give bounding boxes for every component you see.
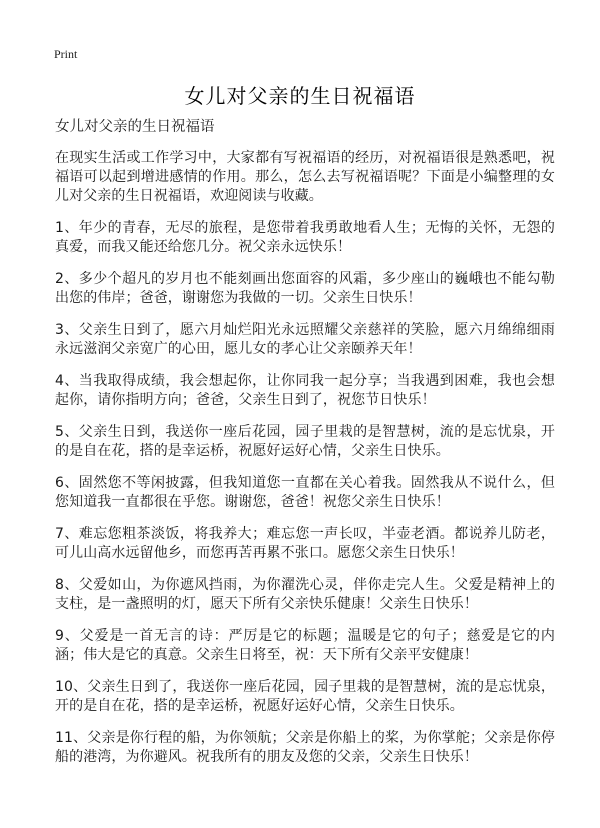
blessing-item: 11、父亲是你行程的船，为你领航；父亲是你船上的桨，为你掌舵；父亲是你停船的港湾，为你避风。祝我所有的朋友及您的父亲，父亲生日快乐！	[55, 730, 555, 765]
blessing-item: 7、难忘您粗茶淡饭，将我养大；难忘您一声长叹，半壶老酒。都说养儿防老，可儿山高水远留他乡，而您再苦再累不张口。愿您父亲生日快乐！	[55, 526, 555, 561]
blessing-item: 6、固然您不等闲披露，但我知道您一直都在关心着我。固然我从不说什么，但您知道我一直都很在乎您。谢谢您，爸爸！祝您父亲生日快乐！	[55, 475, 555, 510]
blessing-item: 5、父亲生日到，我送你一座后花园，园子里栽的是智慧树，流的是忘忧泉，开的是自在花，搭的是幸运桥，祝愿好运好心情，父亲生日快乐。	[55, 424, 555, 459]
blessing-item: 9、父爱是一首无言的诗：严厉是它的标题；温暖是它的句子；慈爱是它的内涵；伟大是它的真意。父亲生日将至，祝：天下所有父亲平安健康！	[55, 628, 555, 663]
document-content	[55, 118, 555, 780]
blessing-item: 3、父亲生日到了，愿六月灿烂阳光永远照耀父亲慈祥的笑脸，愿六月绵绵细雨永远滋润父亲宽广的心田，愿儿女的孝心让父亲颐养天年！	[55, 322, 555, 357]
intro-paragraph: 在现实生活或工作学习中，大家都有写祝福语的经历，对祝福语很是熟悉吧，祝福语可以起到增进感情的作用。那么，怎么去写祝福语呢？下面是小编整理的女儿对父亲的生日祝福语，欢迎阅读与收藏。	[55, 150, 555, 204]
print-label: Print	[54, 47, 78, 61]
blessing-item: 4、当我取得成绩，我会想起你，让你同我一起分享；当我遇到困难，我也会想起你，请你指明方向；爸爸，父亲生日到了，祝您节日快乐！	[55, 373, 555, 408]
blessing-item: 1、年少的青春，无尽的旅程，是您带着我勇敢地看人生；无悔的关怀，无怨的真爱，而我又能还给您几分。祝父亲永远快乐！	[55, 220, 555, 255]
blessing-item: 10、父亲生日到了，我送你一座后花园，园子里栽的是智慧树，流的是忘忧泉，开的是自在花，搭的是幸运桥，祝愿好运好心情，父亲生日快乐。	[55, 679, 555, 714]
blessing-item: 2、多少个超凡的岁月也不能刻画出您面容的风霜，多少座山的巍峨也不能勾勒出您的伟岸；爸爸，谢谢您为我做的一切。父亲生日快乐！	[55, 271, 555, 306]
blessing-item: 8、父爱如山，为你遮风挡雨，为你濯洗心灵，伴你走完人生。父爱是精神上的支柱，是一盏照明的灯，愿天下所有父亲快乐健康！父亲生日快乐！	[55, 577, 555, 612]
document-subtitle: 女儿对父亲的生日祝福语	[55, 119, 215, 135]
document-title: 女儿对父亲的生日祝福语	[184, 84, 416, 108]
